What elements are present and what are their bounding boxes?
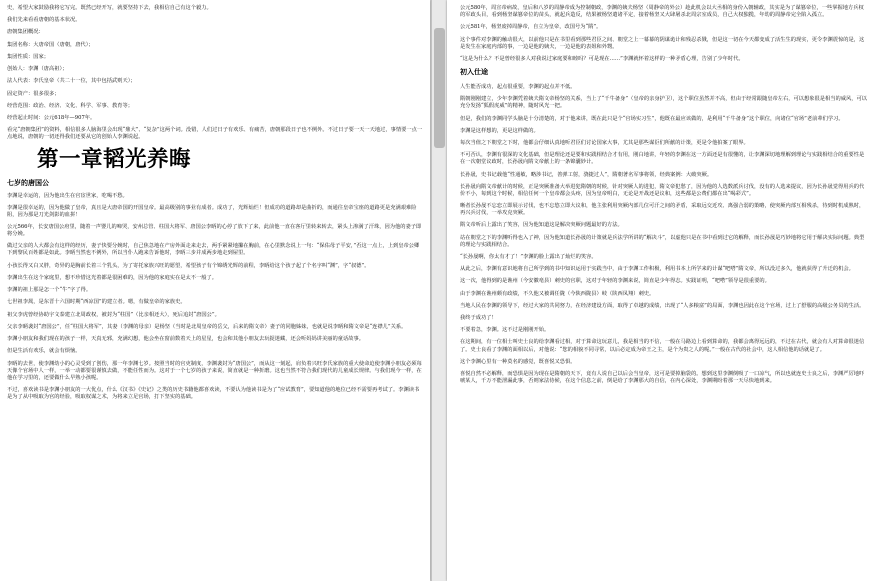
paragraph: 不可否认，李渊有很深的文化基础，但是理论还是要和实践相结合才有用，刚白地讲，年轻的李渊在这一方面还是有很懂的，让李渊深切地理解到理论与实践相结合的重要性是在一次朝堂议政时，长孙晟向隋文帝献上的一条锦囊妙计。 [460,152,865,166]
paragraph: 父亲李昞袭封“唐国公”，任“柱国大将军”，其妻（李渊的母亲）是杨坚（当时是北周皇帝的岳父，后来的隋文帝）妻子的同胞姊妹，也就是说李昞和隋文帝是“连襟儿”关系。 [7,323,407,330]
scrollbar-thumb[interactable] [434,28,445,148]
paragraph: 这个事件对李渊的触动很大，以前他只是在书里看到那些君臣之间、朝堂之上一幕幕的阴谋诡计和残忍杀戮，但是这一切在今天都变成了活生生的现实，更令李渊震惊的是，这是发生在家庭内部的事，一边是他的姨夫，一边是他的表姐和外甥。 [460,36,865,50]
paragraph: 这个李渊心里有一种莫名的感觉，既喜悦又恐惧。 [460,358,576,365]
right-page [447,0,876,581]
paragraph: 我们先来看看唐朝的基本状况。 [7,17,81,24]
paragraph: 晰者长孙晟不忘恋立即展示讨伐，也不忘悠立即大议和，他主张利用突厥内部几位可汗之间的矛盾，采取远交近攻、离强合弱的策略，使突厥内部互相残杀，待到时机成熟时，再兴兵讨伐，一举攻克突厥。 [460,203,865,217]
paragraph: 经营起止时间：公元618年—907年。 [7,115,96,122]
paragraph: 但是生活有欢乐，就会有烦恼。 [7,348,81,355]
paragraph: 史，希望大家鼓励我将它写完。既然已经开写，就要坚持下去，我相信自己有这个毅力。 [7,5,212,11]
paragraph: 每次当值之下朝堂之下时，他都会仔细认真地听君臣们讨论国家大事，尤其是那些谋臣们所献的计策，更是令他拍案了眼界。 [460,140,749,147]
paragraph: 公元566年，长安唐国公府里，随着一声婴儿的啼哭，安州总管、柱国大将军、唐国公李昞的心停了放下了来，此前他一直在客厅里转来转去，紧头上渗满了汗珠，因为他的妻子即将分娩。 [7,224,422,238]
paragraph: 固定资产：很多很多； [7,90,60,97]
paragraph: “这是为什么？不是曾经很多人对我说过家庭要和睦吗？可是现在……”李渊就怀着这样的一种矛盾心理，告别了少年时代。 [460,55,744,62]
paragraph: 但是，我们的李渊同学头脑是十分清楚的，对于他来讲，既在此只是个“官场实习生”，他既在最应该做的，是利用“千牛备身”这个职位，向诸位“官场”老前辈们学习。 [460,115,844,122]
paragraph: 小孩长得又白又胖，奇异的是胸前长着三个乳头，为了寄托家族兴旺的愿望，希望孩子有个锦绣光辉的前程，李昞给这个孩子起了个名字叫“渊”，字“叔德”。 [7,262,370,269]
paragraph: 在这期间，有一位相士叫史士良的给李渊看过相，对于算命这玩意儿，我是相当的不信，一般在马路边上看到算命的，我都会离得远远的，不过在古代，就会有人对算命很迷信了。史士良看了李渊的面相以后，对他说：“您的相貌不同寻常，以后必定成为帝王之主，是个为贵之人的呢。”一般在古代的社会中，这人相信他的话就是了。 [460,339,865,353]
paragraph: 七世祖李暠，是东晋十六国时期“西凉国”的建立者。嗯，有做皇帝的家族史。 [7,299,186,306]
paragraph: 公元581年，杨坚废掉周静帝，自立为皇帝，改国号为“隋”。 [460,24,602,31]
paragraph: 人生能否成功，起点很重要，李渊的起点并不低。 [460,84,576,91]
paragraph: 从此之后，李渊有意识地将自己所学到的书中知识运用于实践当中，由于李渊工作积极，利用书本上所学来的计谋“吧嗒”隋文帝，所以没过多久，他就获得了升迁的机会。 [460,266,854,273]
paragraph: 当地人民在李渊的领导下，经过大家的共同努力，在经济建设方面，取得了卓越的成绩，出现了“人多粮富”的局面，李渊也因此在这个官场，过上了舒服的高级公务员的生活。 [460,302,865,309]
paragraph: 经营范围：政治、经济、文化、科学、军事、教育等； [7,102,133,109]
paragraph: 长孙晟向隋文帝献计的时候，正是突厥准备大举进犯隋朝的时候，针对突厥人的进犯，隋文帝犯愁了，因为他的人选数派兵讨伐，没有的人选来提议，因为长孙晟觉得用兵的代价不小，每到这个时候，相信任何一个皇帝都会头疼，因为皇帝明白，无论是开战还是议和，这些都是公费们都在出“喝彩式”。 [460,183,865,197]
left-page-content [7,5,423,581]
paragraph: 做过父亲的人大都会有这样的经历，妻子快要分娩时，自己焦急地在产房外面走来走去，两手紧紧地攥在胸前，在心里默念说上一句：“保佑母子平安，”否这一点上，上到皇帝公卿下到黎民百姓都是如此。李昞当然也不例外，所以当仆人跑来告诉他时，李昞三步并成两步地走到屋里。 [7,243,420,257]
paragraph: 李渊是很幸运的，因为他做了皇帝，真且是大唐帝国的开国皇帝。最高级别的事业有成者。成功了，光辉灿烂！但成功的道路却是曲折的，而通往皇帝宝座的道路更是充满艰难险阻，因为那是刀光剑影的血拼！ [7,204,417,218]
paragraph: 李渊出生在这个家庭里，想不珍惜这光着都是很困难的，因为他的家庭实在是太不一般了。 [7,274,217,281]
paragraph: 隋朝刚刚建立，少年李渊凭着姨夫隋文帝杨坚的关系，当上了“千牛备身”（皇帝的亲身护卫），这个职位虽然并不高，但由于经常跟随皇帝左右，可以想象很是相当的威风，可以充分发扬“狐假虎威”的精神，随时风光一把。 [460,96,867,110]
paragraph: 创始人：李渊（唐高祖）； [7,66,68,73]
paragraph: 由于李渊在谯州颇有政绩，不久他又被调任陇（今陕西陇县）岐（陕西凤翔）刺史。 [460,290,655,297]
section-heading: 初入仕途 [460,68,488,77]
scrollbar[interactable] [431,0,448,581]
left-page [0,0,430,581]
paragraph: 公元580年，周宣帝病故，皇后和八岁的周静帝成为控制朝政，李渊的姨夫杨坚（周静帝的外公）趁此机会以大丞相的身份入朝辅政，其实是为了谋篡帝位，一些掌握地方兵权的军政头目，看到杨坚谋篡帝位的苗头，就起兵造反，结果被杨坚遣诸平定，接着杨坚又大肆屠杀北周宗室成员，自己大权独揽，年幼的周静帝完全陷入孤立。 [460,5,864,19]
paragraph: 李渊小朋友和我们现在的孩子一样，天真无邪，充满幻想，他会坐在窗前数着天上的星星，也会和其他小朋友去玩捉迷藏，还会听妈妈讲美丽的童话故事。 [7,336,364,343]
paragraph: 李渊的祖上那是怎一个“牛”字了得。 [7,287,92,294]
paragraph: 祖父李虎曾经协助宇文泰建立北周政权，被封为“柱国”（比亲相还大），死后追封“唐国公”。 [7,311,220,318]
paragraph: 我终于成功了！ [460,315,497,322]
paragraph: 唐朝集团概况： [7,29,44,36]
paragraph: 喜悦自然不必解释，而恐惧是因为现在是隋朝的天下，竟有人说自己以后会当皇帝，这可是要掉脑袋的。想到这里李渊倒吸了一口凉气，所以也就连史士良之后，李渊严厉地吓唬某人，千万不能泄漏此事，否则家法侍候，在这个信息之前，倒是给了李渊那大的自信，在内心深处，李渊期盼着那一天尽快地到来。 [460,371,865,385]
paragraph: 不要着急，李渊。这不过是刚刚开始。 [460,327,550,334]
paragraph: 李渊是这样想的，更是这样做的。 [460,127,539,134]
paragraph: 李昞的去世，使李渊幼小的心灵受到了创伤，那一年李渊七岁。按照当时的官吏制度，李渊袭封为“唐国公”，而从这一刻起，肩负着兴旺李氏家族的重大使命迫使李渊小朋友必须每天像个官场中人一样，一举一动都要很谨慎去做，不能任性而为。这对于一个七岁的孩子来说，简直就是一种折磨。这也当然不符合我们现代的儿童成长规律。与我们现今一样，在他在学习里的，还要做什么早熟小孩呢。 [7,360,422,381]
paragraph: “长孙晟啊，你太有才了！”李渊的脸上露出了灿烂的笑容。 [460,253,597,260]
paragraph: 这一次，他得到的是谯州（今安徽亳县）刺史的官职，这对于年轻的李渊来说，简直是少年得志。实践证明，“吧嗒”领导是很重要的。 [460,278,770,285]
paragraph: 法人代表：李氏皇帝（共二十一位，其中包括武则天）； [7,78,136,85]
paragraph: 长孙晟，史书记载他“性通敏，略涉书记，善弹工射，骁捷过人”，隋朝著名军事将领，经典案例：大破突厥。 [460,171,713,178]
paragraph: 集团性质：国家； [7,53,49,60]
paragraph: 隋文帝听后上露出了笑容，因为他知道这是解决突厥问题最好的方法。 [460,222,623,229]
paragraph: 不过，喜欢读书是李渊小朋友的一大优点，什么《汉书》《史记》之类的历史书籍他都喜欢读，不要认为他读书是为了“应试教育”，要知道他的地位已经不需要再考试了。李渊读书是为了从中吸取为官的经验，吸取权谋之术，为将来立足官场，打下坚实的基础。 [7,386,420,400]
paragraph: 集团名称：大唐帝国（唐朝，唐代）； [7,41,94,48]
chapter-title: 第一章韬光养晦 [37,146,192,172]
right-page-content [460,5,867,581]
section-heading: 七岁的唐国公 [7,178,49,187]
paragraph: 站在朝堂之下的李渊听得也入了神，因为他知道长孙晟的计策就是兵法学所讲的“解决斗”，以虚他只是在书中看到过它的解释，而长孙晟是巧妙地将它用于解决实际问题。典型的理论与实践相结合。 [460,234,865,248]
paragraph: 看完“唐朝集团”的资料，相信很多人脑海里会出现“鼎大”、“复杂”这两个词。没错，人们过日子有欢乐、有痛苦，唐朝那段日子也不例外。不过日子要一天一天地过，事情要一点一点地说，唐朝的一切还得我们还要从它的创始人李渊说起。 [7,127,423,141]
paragraph: 李渊是幸运的，因为他出生在官宦世家，吃喝不愁。 [7,192,128,199]
